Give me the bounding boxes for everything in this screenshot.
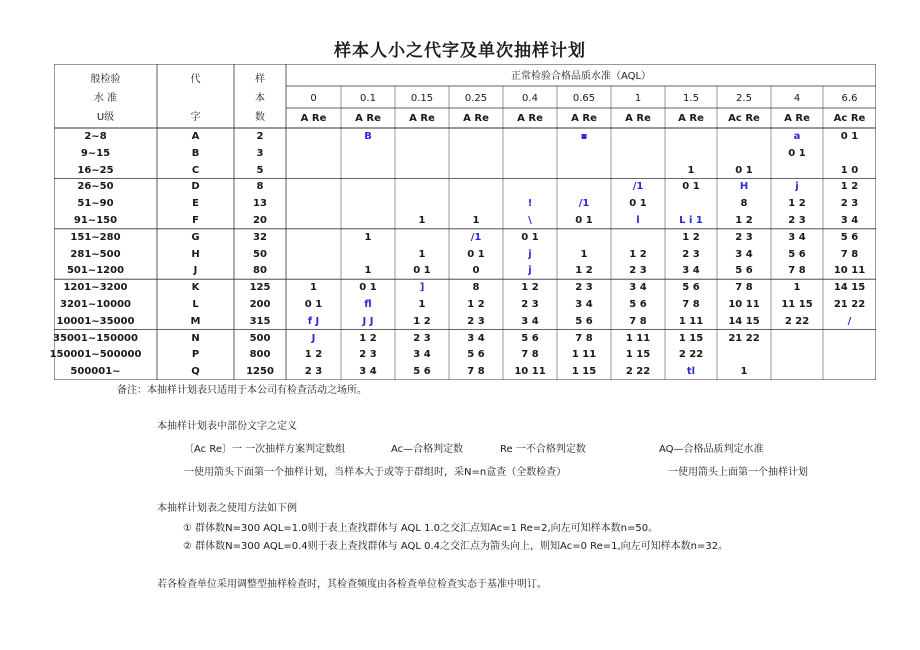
aql-value-header: 0.15 [410,93,434,104]
code-letter-cell: C [191,164,200,176]
ac-re-header: Ac Re [728,113,760,124]
sample-size-cell: 8 [256,181,264,193]
ac-re-cell: 2 3 [413,332,431,344]
ac-re-cell: H [739,181,749,193]
ac-re-cell: 5 6 [682,282,700,294]
ac-re-cell: 3 4 [359,366,377,378]
ac-re-cell: 1 [364,265,372,277]
ac-re-cell: 0 1 [840,131,859,142]
ac-re-cell: 1 15 [625,349,651,361]
lot-size-cell: 2~8 [84,131,107,142]
sample-size-cell: 200 [249,299,271,310]
ac-re-cell: ! [527,198,533,210]
ac-re-cell: L i 1 [679,215,703,226]
ac-re-cell: 10 11 [514,366,546,378]
ac-re-cell: B [364,131,372,142]
code-letter-cell: J [193,265,198,277]
ac-re-header: A Re [678,113,704,124]
definition-acre: 〔Ac Re〕一 一次抽样方案判定数组 [184,444,346,455]
ac-re-cell: 1 2 [788,198,806,210]
ac-re-cell: 0 [472,265,480,277]
code-letter-cell: Q [191,366,200,378]
ac-re-cell: 2 3 [682,248,700,260]
ac-re-cell: J J [362,315,374,327]
sample-size-header: 数 [255,112,265,123]
ac-re-cell: 3 4 [413,349,431,361]
lot-size-cell: 51~90 [77,198,114,210]
ac-re-cell: 0 1 [788,147,806,159]
ac-re-cell: 5 6 [788,248,806,260]
ac-re-cell: ▪ [580,131,588,142]
ac-re-cell: f J [307,315,320,327]
aql-value-header: 1 [634,93,642,104]
ac-re-cell: 3 4 [575,299,593,310]
lot-size-cell: 16~25 [77,164,114,176]
ac-re-cell: 2 3 [629,265,647,277]
ac-re-cell: 1 2 [467,299,485,310]
ac-re-cell: 21 22 [728,332,760,344]
code-letter-cell: M [190,315,201,327]
ac-re-cell: 3 4 [521,315,539,327]
ac-re-cell: 0 1 [735,164,753,176]
ac-re-cell: 7 8 [521,349,539,361]
sample-size-cell: 800 [249,349,271,361]
code-letter-cell: L [192,299,199,310]
ac-re-header: A Re [784,113,810,124]
lot-size-cell: 501~1200 [66,265,125,277]
aql-value-header: 0.65 [572,93,596,104]
code-letter-cell: H [191,248,200,260]
sample-size-cell: 125 [249,282,271,294]
lot-size-cell: 281~500 [70,248,121,260]
sample-size-cell: 32 [253,231,267,243]
usage-example-1: ① 群体数N=300 AQL=1.0则于表上查找群体与 AQL 1.0之交汇点知Ac=1 Re=2,向左可知样本数n=50。 [183,523,659,534]
code-letter-header: 代 [190,74,201,85]
ac-re-cell: 2 22 [784,315,810,327]
lot-size-cell: 500001~ [70,366,121,378]
ac-re-cell: 7 8 [735,282,753,294]
ac-re-cell: 2 3 [575,282,593,294]
code-letter-cell: P [191,349,200,361]
ac-re-cell: /1 [632,181,644,193]
remark-note: 备注：本抽样计划表只适用于本公司有检查活动之场所。 [117,385,367,396]
lot-size-cell: 3201~10000 [59,299,132,310]
ac-re-cell: 2 22 [678,349,704,361]
lot-size-cell: 9~15 [80,147,111,159]
lot-size-cell: 26~50 [77,181,114,193]
ac-re-cell: j [795,181,799,193]
ac-re-cell: J [311,332,316,344]
ac-re-cell: 1 0 [840,164,859,176]
ac-re-cell: fl [364,299,372,310]
aql-value-header: 0 [310,93,317,104]
ac-re-cell: 0 1 [575,215,593,226]
ac-re-cell: 2 22 [625,366,651,378]
ac-re-cell: 5 6 [521,332,539,344]
ac-re-cell: /1 [578,198,590,210]
sample-size-cell: 50 [253,248,267,260]
ac-re-cell: 0 1 [359,282,377,294]
ac-re-cell: ] [419,282,425,294]
ac-re-cell: 0 1 [413,265,431,277]
ac-re-header: A Re [625,113,651,124]
ac-re-cell: 3 4 [788,231,806,243]
ac-re-cell: 5 6 [575,315,593,327]
ac-re-cell: 1 [687,164,695,176]
ac-re-cell: 0 1 [682,181,700,193]
ac-re-cell: 1 [580,248,588,260]
sample-size-header: 本 [255,93,265,104]
ac-re-cell: 0 1 [521,231,539,243]
lot-size-cell: 151~280 [70,231,121,243]
ac-re-cell: 2 3 [359,349,377,361]
ac-re-cell: 2 3 [735,231,753,243]
ac-re-header: A Re [409,113,435,124]
sampling-table [49,64,876,380]
aql-value-header: 2.5 [736,93,752,104]
page-title: 样本人小之代字及单次抽样计划 [334,41,586,61]
ac-re-cell: 1 [364,231,372,243]
ac-re-cell: 2 3 [521,299,539,310]
footer-note: 若各检查单位采用调整型抽样检查时，其检查频度由各检查单位检查实态于基准中明订。 [157,579,547,590]
definition-re: Re 一不合格判定数 [500,444,586,455]
ac-re-cell: 3 4 [682,265,700,277]
aql-header: 正常检验合格品质水准（AQL） [510,71,652,82]
lot-size-header: 般检验 [90,74,121,85]
ac-re-cell: 5 6 [629,299,647,310]
code-letter-cell: K [191,282,200,294]
ac-re-cell: 2 3 [840,198,859,210]
ac-re-cell: 3 4 [629,282,647,294]
sample-size-cell: 500 [249,332,271,344]
ac-re-header: A Re [463,113,489,124]
sample-size-cell: 1250 [246,366,274,378]
sample-size-cell: 13 [253,198,267,210]
ac-re-cell: 1 15 [571,366,597,378]
ac-re-cell: 1 [793,282,801,294]
ac-re-cell: 1 2 [735,215,753,226]
ac-re-cell: 14 15 [728,315,760,327]
ac-re-cell: 1 2 [359,332,377,344]
ac-re-header: A Re [517,113,543,124]
definition-ac: Ac—合格判定数 [391,444,464,455]
ac-re-cell: l [636,215,640,226]
ac-re-cell: 5 6 [840,231,859,243]
ac-re-cell: 1 2 [682,231,700,243]
ac-re-cell: 0 1 [629,198,647,210]
aql-value-header: 0.1 [360,93,376,104]
usage-example-2: ② 群体数N=300 AQL=0.4则于表上查找群体与 AQL 0.4之交汇点为箭头向上，则知Ac=0 Re=1,向左可知样本数n=32。 [183,541,729,552]
aql-value-header: 0.25 [464,93,488,104]
ac-re-cell: 1 2 [413,315,431,327]
ac-re-cell: 0 1 [304,299,323,310]
ac-re-cell: 1 [418,215,426,226]
ac-re-header: A Re [571,113,597,124]
sample-size-header: 样 [255,74,265,85]
code-letter-cell: E [192,198,199,210]
ac-re-cell: j [528,265,532,277]
ac-re-cell: 2 3 [304,366,323,378]
ac-re-cell: 5 6 [467,349,485,361]
sample-size-cell: 5 [256,164,264,176]
ac-re-cell: 1 2 [840,181,859,193]
ac-re-cell: 8 [740,198,748,210]
ac-re-cell: 0 1 [467,248,485,260]
ac-re-cell: 14 15 [833,282,866,294]
ac-re-cell: 1 [310,282,317,294]
ac-re-cell: 1 2 [575,265,593,277]
ac-re-cell: 11 15 [781,299,813,310]
ac-re-cell: 10 11 [728,299,760,310]
code-letter-header: 字 [190,112,201,123]
ac-re-cell: 8 [472,282,480,294]
ac-re-cell: 7 8 [682,299,700,310]
definition-arrow-up: 一使用箭头上面第一个抽样计划 [668,467,808,478]
ac-re-cell: 1 2 [304,349,323,361]
ac-re-cell: 1 2 [629,248,647,260]
lot-size-cell: 1201~3200 [63,282,128,294]
definitions-title: 本抽样计划表中部份文字之定义 [157,421,297,432]
ac-re-cell: 21 22 [833,299,866,310]
ac-re-header: Ac Re [833,113,866,124]
ac-re-cell: j [528,248,532,260]
definition-aq: AQ—合格品质判定水准 [659,444,764,455]
ac-re-header: A Re [300,113,327,124]
ac-re-cell: tl [686,366,696,378]
ac-re-cell: 1 [472,215,480,226]
lot-size-header: U级 [96,112,115,123]
code-letter-cell: N [191,332,200,344]
aql-value-header: 4 [793,93,801,104]
ac-re-cell: 2 3 [788,215,806,226]
ac-re-cell: 1 [418,299,426,310]
ac-re-cell: / [847,315,852,327]
ac-re-cell: 1 11 [571,349,597,361]
sample-size-cell: 2 [256,131,264,142]
ac-re-cell: 2 3 [467,315,485,327]
ac-re-cell: 1 [740,366,748,378]
sample-size-cell: 3 [256,147,264,159]
ac-re-header: A Re [355,113,381,124]
lot-size-header: 水 准 [93,93,118,104]
ac-re-cell: 5 6 [413,366,431,378]
ac-re-cell: 10 11 [833,265,866,277]
ac-re-cell: 3 4 [467,332,485,344]
aql-value-header: 6.6 [841,93,858,104]
code-letter-cell: B [191,147,200,159]
sample-size-cell: 20 [253,215,267,226]
aql-value-header: 0.4 [522,93,538,104]
sample-size-cell: 80 [253,265,267,277]
ac-re-cell: \ [528,215,532,226]
ac-re-cell: 1 11 [625,332,651,344]
code-letter-cell: G [191,231,200,243]
ac-re-cell: 1 [418,248,426,260]
usage-title: 本抽样计划表之使用方法如下例 [157,503,297,514]
lot-size-cell: 150001~500000 [49,349,142,361]
ac-re-cell: 7 8 [788,265,806,277]
ac-re-cell: 3 4 [735,248,753,260]
lot-size-cell: 91~150 [73,215,118,226]
ac-re-cell: 1 15 [678,332,704,344]
ac-re-cell: 7 8 [575,332,593,344]
ac-re-cell: 7 8 [840,248,859,260]
ac-re-cell: a [793,131,801,142]
aql-value-header: 1.5 [683,93,699,104]
ac-re-cell: 7 8 [467,366,485,378]
ac-re-cell: 3 4 [840,215,859,226]
definition-arrow-down: 一使用箭头下面第一个抽样计划，当样本大于或等于群组时，采N=n盒查（全数检查） [184,467,567,478]
ac-re-cell: 5 6 [735,265,753,277]
lot-size-cell: 10001~35000 [56,315,135,327]
ac-re-cell: 7 8 [629,315,647,327]
code-letter-cell: F [192,215,199,226]
ac-re-cell: 1 11 [678,315,704,327]
code-letter-cell: D [191,181,200,193]
ac-re-cell: /1 [470,231,482,243]
sample-size-cell: 315 [249,315,271,327]
lot-size-cell: 35001~150000 [53,332,138,344]
code-letter-cell: A [191,131,200,142]
ac-re-cell: 1 2 [521,282,539,294]
